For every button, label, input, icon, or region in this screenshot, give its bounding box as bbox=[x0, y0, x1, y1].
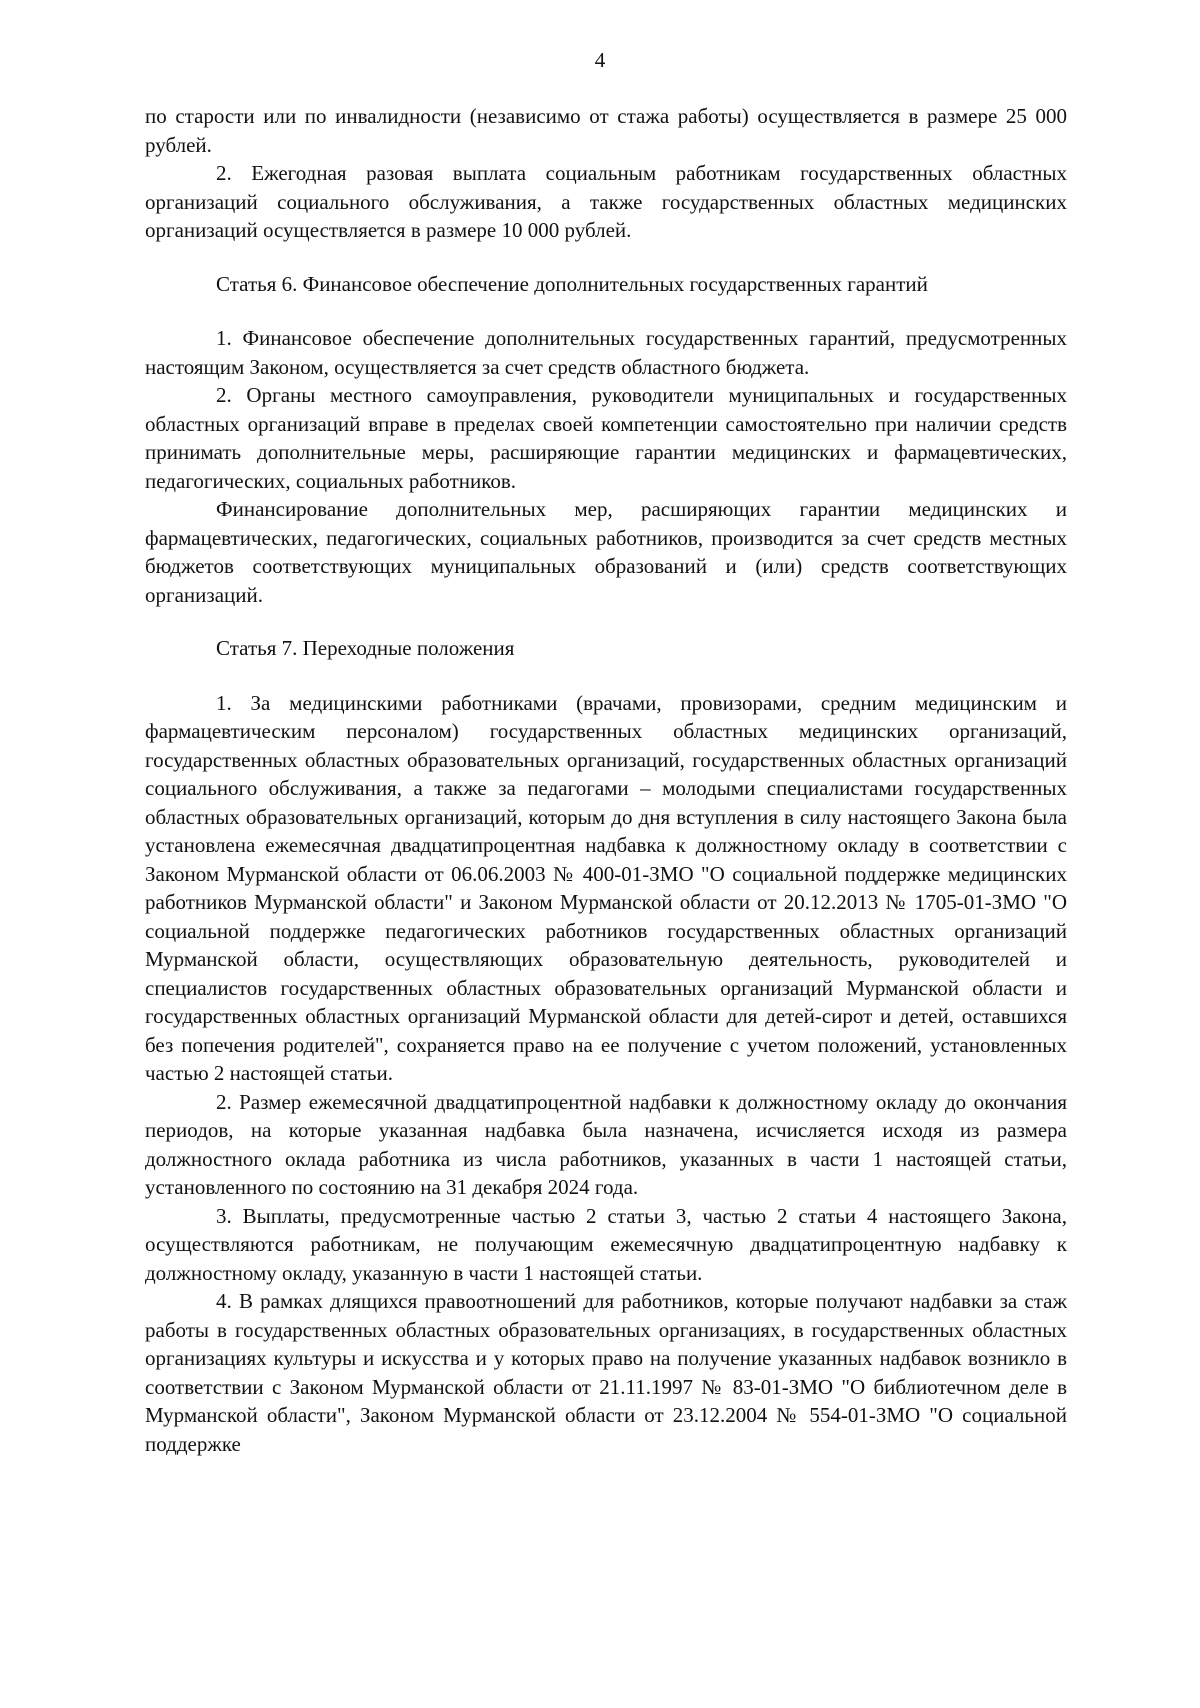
paragraph-article6-financing: Финансирование дополнительных мер, расширяющих гарантии медицинских и фармацевтических, педагогических, социальных работников, производится за счет средств местных бюджетов соответствующих муниципальных образований и (или) средств соответствующих организаций. bbox=[145, 497, 1067, 607]
document-body bbox=[145, 102, 1067, 1458]
paragraph-article6-part2: 2. Органы местного самоуправления, руководители муниципальных и государственных областных организаций вправе в пределах своей компетенции самостоятельно при наличии средств принимать дополнительные меры, расширяющие гарантии медицинских и фармацевтических, педагогических, социальных работников. bbox=[145, 383, 1067, 493]
article-6-heading: Статья 6. Финансовое обеспечение дополнительных государственных гарантий bbox=[216, 271, 928, 296]
paragraph-article7-part4: 4. В рамках длящихся правоотношений для работников, которые получают надбавки за стаж работы в государственных областных образовательных организациях, в государственных областных организациях культуры и искусства и у которых право на получение указанных надбавок возникло в соответствии с Законом Мурманской области от 21.11.1997 № 83-01-ЗМО "О библиотечном деле в Мурманской области", Законом Мурманской области от 23.12.2004 № 554-01-ЗМО "О социальной поддержке bbox=[145, 1289, 1067, 1456]
paragraph-continuation: по старости или по инвалидности (независимо от стажа работы) осуществляется в размере 25 000 рублей. bbox=[145, 104, 1067, 157]
paragraph-article7-part2: 2. Размер ежемесячной двадцатипроцентной надбавки к должностному окладу до окончания периодов, на которые указанная надбавка была назначена, исчисляется исходя из размера должностного оклада работника из числа работников, указанных в части 1 настоящей статьи, установленного по состоянию на 31 декабря 2024 года. bbox=[145, 1089, 1067, 1199]
page-number: 4 bbox=[594, 48, 606, 72]
article-7-heading: Статья 7. Переходные положения bbox=[216, 636, 515, 660]
paragraph-article6-part1: 1. Финансовое обеспечение дополнительных государственных гарантий, предусмотренных настоящим Законом, осуществляется за счет средств областного бюджета. bbox=[145, 326, 1067, 379]
paragraph-article5-part2: 2. Ежегодная разовая выплата социальным работникам государственных областных организаций социального обслуживания, а также государственных областных медицинских организаций осуществляется в размере 10 000 рублей. bbox=[145, 161, 1067, 242]
paragraph-article7-part3: 3. Выплаты, предусмотренные частью 2 статьи 3, частью 2 статьи 4 настоящего Закона, осуществляются работникам, не получающим ежемесячную двадцатипроцентную надбавку к должностному окладу, указанную в части 1 настоящей статьи. bbox=[145, 1203, 1067, 1285]
paragraph-article7-part1: 1. За медицинскими работниками (врачами, провизорами, средним медицинским и фармацевтическим персоналом) государственных областных медицинских организаций, государственных областных образовательных организаций, государственных областных организаций социального обслуживания, а также за педагогами – молодыми специалистами государственных областных образовательных организаций, которым до дня вступления в силу настоящего Закона была установлена ежемесячная двадцатипроцентная надбавка к должностному окладу в соответствии с Законом Мурманской области от 06.06.2003 № 400-01-ЗМО "О социальной поддержке медицинских работников Мурманской области" и Законом Мурманской области от 20.12.2013 № 1705-01-ЗМО "О социальной поддержке педагогических работников государственных областных организаций Мурманской области, осуществляющих образовательную деятельность, руководителей и специалистов государственных областных образовательных организаций Мурманской области и государственных областных организаций Мурманской области для детей-сирот и детей, оставшихся без попечения родителей", сохраняется право на ее получение с учетом положений, установленных частью 2 настоящей статьи. bbox=[145, 690, 1067, 1085]
